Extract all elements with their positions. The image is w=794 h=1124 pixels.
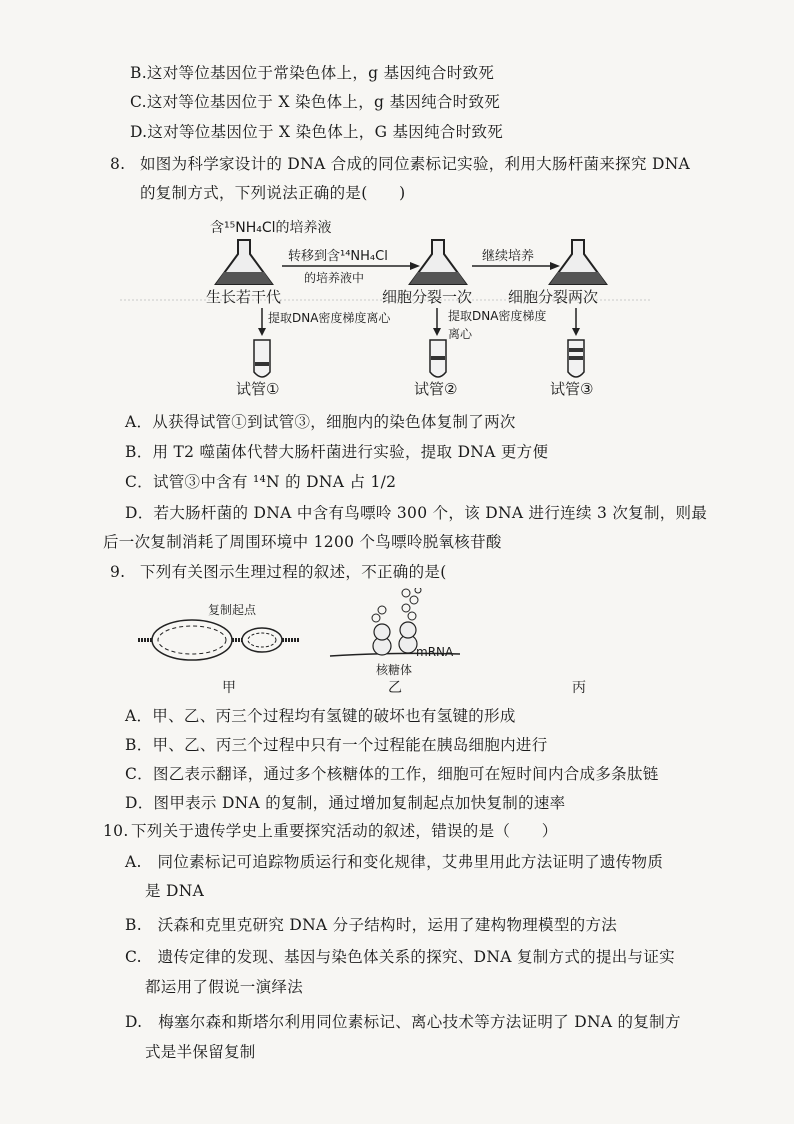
q8-stem-line1: 如图为科学家设计的 DNA 合成的同位素标记实验，利用大肠杆菌来探究 DNA (140, 155, 691, 173)
q10-number: 10. (103, 822, 129, 840)
replication-bubbles (138, 620, 300, 660)
q10-option-c-cont: 都运用了假说一演绎法 (145, 978, 304, 996)
q7-option-c: C.这对等位基因位于 X 染色体上，g 基因纯合时致死 (130, 93, 501, 111)
caption-b: 乙 (388, 680, 402, 696)
q10-option-b: B. 沃森和克里克研究 DNA 分子结构时，运用了建构物理模型的方法 (125, 916, 618, 934)
q9-option-a: A．甲、乙、丙三个过程均有氢键的破坏也有氢键的形成 (125, 707, 516, 725)
q10-option-a-cont: 是 DNA (145, 882, 205, 900)
q9-option-b: B．甲、乙、丙三个过程中只有一个过程能在胰岛细胞内进行 (125, 736, 548, 754)
q9-number: 9. (110, 563, 126, 581)
q10-stem: 下列关于遗传学史上重要探究活动的叙述，错误的是（ ） (131, 822, 558, 840)
q10-option-a: A. 同位素标记可追踪物质运行和变化规律，艾弗里用此方法证明了遗传物质 (125, 853, 664, 871)
continue-label: 继续培养 (482, 249, 535, 264)
transfer-label-1: 转移到含¹⁴NH₄Cl (288, 249, 388, 264)
q8-option-a: A．从获得试管①到试管③，细胞内的染色体复制了两次 (125, 413, 516, 431)
caption-a: 甲 (222, 680, 236, 696)
extract-label-1: 提取DNA密度梯度离心 (268, 311, 391, 325)
q9-process-figure (130, 588, 610, 698)
q7-option-d: D.这对等位基因位于 X 染色体上，G 基因纯合时致死 (130, 123, 504, 141)
extract-label-2b: 离心 (448, 327, 473, 341)
origin-label: 复制起点 (208, 603, 257, 617)
flask-3 (550, 240, 606, 284)
q10-option-d: D. 梅塞尔森和斯塔尔利用同位素标记、离心技术等方法证明了 DNA 的复制方 (125, 1013, 681, 1031)
mrna-label: mRNA (416, 645, 454, 659)
q7-option-b: B.这对等位基因位于常染色体上，g 基因纯合时致死 (130, 64, 495, 82)
test-tube-1 (254, 340, 270, 377)
stage-3: 细胞分裂两次 (508, 288, 599, 306)
q8-option-d-cont: 后一次复制消耗了周围环境中 1200 个鸟嘌呤脱氧核苷酸 (103, 533, 502, 551)
flask-1 (216, 240, 272, 284)
stage-2: 细胞分裂一次 (382, 288, 473, 306)
q10-option-c: C. 遗传定律的发现、基因与染色体关系的探究、DNA 复制方式的提出与证实 (125, 948, 675, 966)
flask-2 (410, 240, 466, 284)
tube-label-1: 试管① (236, 380, 280, 398)
stage-1: 生长若干代 (206, 288, 282, 306)
tube-label-3: 试管③ (550, 380, 594, 398)
transfer-label-2: 的培养液中 (304, 271, 365, 285)
ribosome-label: 核糖体 (376, 663, 413, 677)
q9-option-d: D．图甲表示 DNA 的复制，通过增加复制起点加快复制的速率 (125, 794, 566, 812)
test-tube-2 (430, 340, 446, 377)
q8-stem-line2: 的复制方式，下列说法正确的是( ) (140, 184, 406, 202)
extract-label-2a: 提取DNA密度梯度 (448, 309, 547, 323)
tube-label-2: 试管② (414, 380, 458, 398)
medium-label: 含¹⁵NH₄Cl的培养液 (210, 220, 332, 236)
q9-stem: 下列有关图示生理过程的叙述，不正确的是( (140, 563, 447, 581)
q8-number: 8. (110, 155, 126, 173)
q8-experiment-figure (110, 208, 650, 398)
caption-c: 丙 (572, 680, 586, 696)
test-tube-3 (568, 340, 584, 377)
q8-option-d: D．若大肠杆菌的 DNA 中含有鸟嘌呤 300 个，该 DNA 进行连续 3 次复制，则最 (125, 504, 708, 522)
q10-option-d-cont: 式是半保留复制 (145, 1043, 256, 1061)
q8-option-b: B．用 T2 噬菌体代替大肠杆菌进行实验，提取 DNA 更方便 (125, 443, 549, 461)
q9-option-c: C．图乙表示翻译，通过多个核糖体的工作，细胞可在短时间内合成多条肽链 (125, 765, 659, 783)
q8-option-c: C．试管③中含有 ¹⁴N 的 DNA 占 1/2 (125, 473, 397, 491)
